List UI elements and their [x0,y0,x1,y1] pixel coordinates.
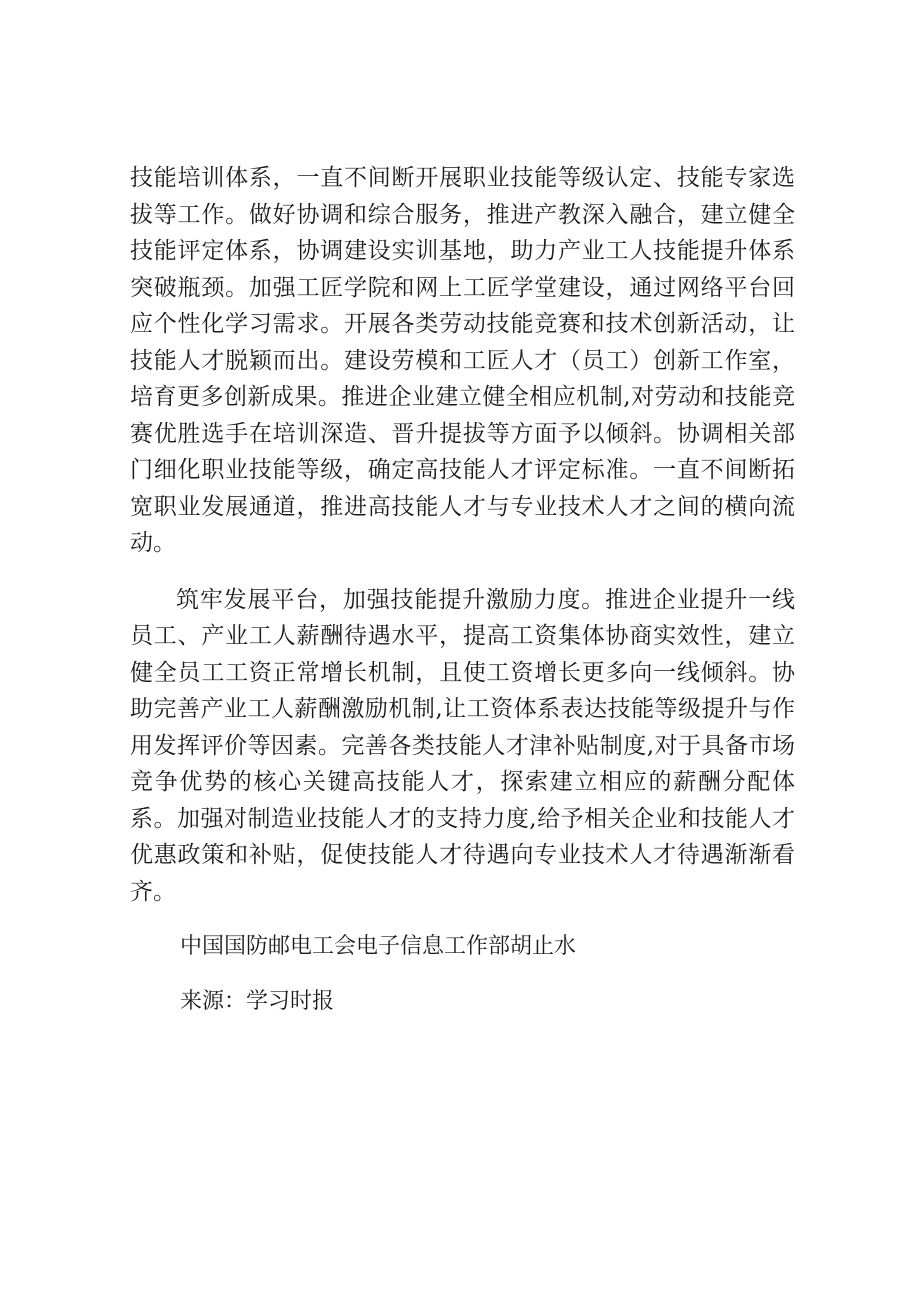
article-body [130,160,795,1020]
article-paragraph-1: 技能培训体系，一直不间断开展职业技能等级认定、技能专家选拔等工作。做好协调和综合服务，推进产教深入融合，建立健全技能评定体系，协调建设实训基地，助力产业工人技能提升体系突破瓶颈。加强工匠学院和网上工匠学堂建设，通过网络平台回应个性化学习需求。开展各类劳动技能竞赛和技术创新活动，让技能人才脱颖而出。建设劳模和工匠人才（员工）创新工作室，培育更多创新成果。推进企业建立健全相应机制,对劳动和技能竞赛优胜选手在培训深造、晋升提拔等方面予以倾斜。协调相关部门细化职业技能等级，确定高技能人才评定标准。一直不间断拓宽职业发展通道，推进高技能人才与专业技术人才之间的横向流动。 [130,165,795,556]
article-source: 来源：学习时报 [180,989,335,1014]
article-paragraph-2: 筑牢发展平台，加强技能提升激励力度。推进企业提升一线员工、产业工人薪酬待遇水平，提高工资集体协商实效性，建立健全员工工资正常增长机制，且使工资增长更多向一线倾斜。协助完善产业工人薪酬激励机制,让工资体系表达技能等级提升与作用发挥评价等因素。完善各类技能人才津补贴制度,对于具备市场竞争优势的核心关键高技能人才，探索建立相应的薪酬分配体系。加强对制造业技能人才的支持力度,给予相关企业和技能人才优惠政策和补贴，促使技能人才待遇向专业技术人才待遇渐渐看齐。 [130,586,795,905]
author-signature: 中国国防邮电工会电子信息工作部胡止水 [180,934,577,959]
